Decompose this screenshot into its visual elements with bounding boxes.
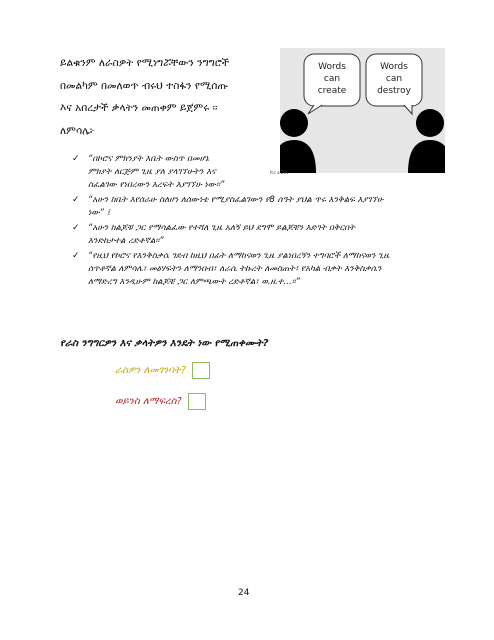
answer-destroy bbox=[115, 393, 206, 410]
bullet-line: ሰጥቶኛል ለምሳሌ፣ መፅሃፍትን ለማንበብ፣ ለራሴ ትኩረት ለመስጠት፣ የአካል ብቃት እንቅስቃሴን bbox=[88, 264, 382, 274]
list-item bbox=[72, 250, 442, 289]
bubble-right-line: can bbox=[385, 74, 403, 84]
bubble-right-line: destroy bbox=[377, 86, 411, 96]
examples-list bbox=[72, 153, 442, 291]
right-speech-bubble bbox=[366, 54, 422, 114]
intro-line: ይልቁንም ለራስዎት የሚነግሯቸውን ንግግሮች bbox=[60, 57, 230, 69]
checkmark-icon: ✓ bbox=[72, 251, 80, 261]
checkmark-icon: ✓ bbox=[72, 195, 80, 205]
bullet-line: “አሁን ከቤት እየሰራሁ ስለሆነ ለሰውነቴ የሚያስፈልገውን የ8 ሰዓት ያህል ጥሩ እንቅልፍ እያገኘሁ bbox=[88, 195, 384, 205]
answer-destroy-checkbox[interactable] bbox=[188, 393, 206, 410]
bullet-line: ነው” ፤ bbox=[88, 208, 111, 218]
bullet-line: ለማድረግ እንዲሁም ከልጆቼ ጋር ለምጫውት ረድቶኛል፣ ወ.ዘ.ተ...፡፡” bbox=[88, 277, 301, 287]
checkmark-icon: ✓ bbox=[72, 154, 80, 164]
bubble-right-line: Words bbox=[380, 62, 408, 72]
bullet-line: “በኮሮና ምክንያት እቤት ውስጥ በመሆኔ bbox=[88, 154, 209, 164]
intro-line: ለምሳሌ፦ bbox=[60, 124, 96, 137]
list-item bbox=[72, 153, 442, 192]
bullet-line: “አሁን ከልጆቹ ጋር የማሳልፈው የተሻለ ጊዜ አለኝ ይህ ደግሞ ይልጆቼን እድገት በቅርበት bbox=[88, 223, 355, 233]
intro-paragraph bbox=[60, 56, 275, 146]
intro-line: እና አበረታች ቃላትን መጠቀም ይጀምሩ ፡፡ bbox=[60, 102, 218, 114]
left-speech-bubble bbox=[304, 54, 360, 114]
list-item bbox=[72, 194, 442, 220]
list-item bbox=[72, 222, 442, 248]
bubble-left-line: Words bbox=[318, 62, 346, 72]
checkmark-icon: ✓ bbox=[72, 223, 80, 233]
bubble-left-line: create bbox=[317, 86, 347, 96]
bullet-line: ምክያት ለርጅም ጊዜ ያለ ያላገኘሁትን እና bbox=[88, 167, 216, 177]
answer-build bbox=[115, 362, 210, 379]
answer-build-label: ራስዎን ለመገንባት? bbox=[115, 365, 187, 376]
answer-build-checkbox[interactable] bbox=[192, 362, 210, 379]
bullet-line: ስፈልገው የነበረውን እረፍት እያገኘሁ ነው፡፡” bbox=[88, 180, 225, 190]
bubble-left-line: can bbox=[323, 74, 341, 84]
bullet-line: “የዚህ የኮሮና የእንቅስቃሴ ገደብ ከዚህ በፊት ለማከናወን ጊዜ ያልነበረኝን ተግባሮች ለማከናወን ጊዜ bbox=[88, 251, 390, 261]
intro-line: በመልካም በመለወጥ ብሩህ ተስፋን የሚሰጡ bbox=[60, 79, 228, 92]
image-credit: fcc a 2SV bbox=[270, 170, 289, 175]
page-number: 24 bbox=[238, 588, 250, 598]
question-heading: የራስ ንግግርዎን እና ቃላትዎን እንዴት ነው የሚጠቀሙት? bbox=[60, 338, 269, 349]
answer-destroy-label: ወይንስ ለማፍረስ? bbox=[115, 396, 182, 407]
bullet-line: እንድከታተል ረድቶኛል፡፡” bbox=[88, 236, 164, 246]
